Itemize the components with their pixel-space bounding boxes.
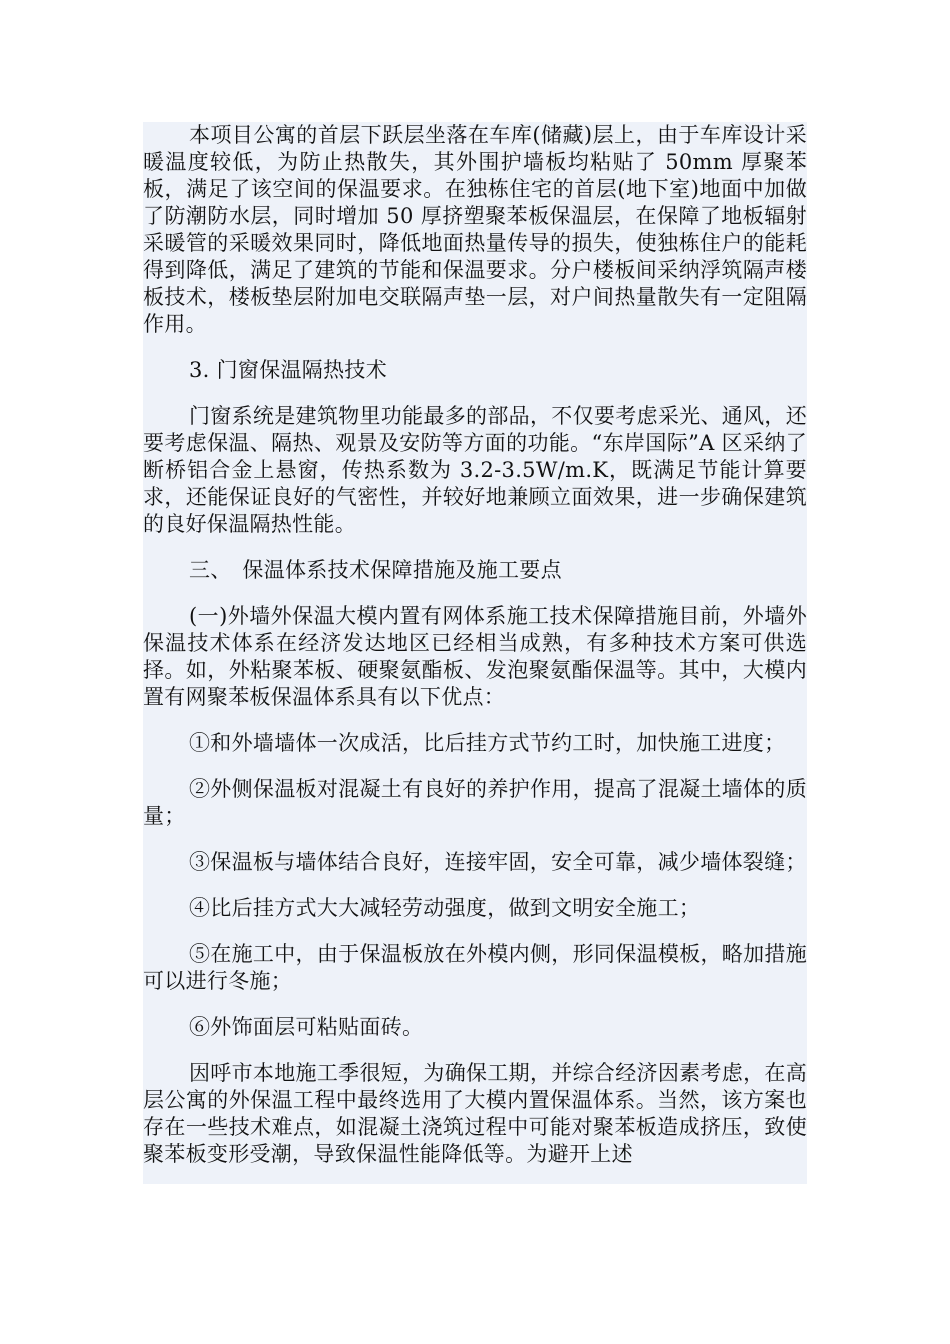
list-item-advantage-2: ②外侧保温板对混凝土有良好的养护作用，提高了混凝土墙体的质量； <box>143 777 807 828</box>
section-heading-insulation-measures: 三、 保温体系技术保障措施及施工要点 <box>189 558 562 582</box>
paragraph-underfloor-insulation: 本项目公寓的首层下跃层坐落在车库(储藏)层上，由于车库设计采暖温度较低，为防止热散失，其外围护墙板均粘贴了 50mm 厚聚苯板，满足了该空间的保温要求。在独栋住宅的首层(地下室)地面中加做了防潮防水层，同时增加 50 厚挤塑聚苯板保温层，在保障了地板辐射采暖管的采暖效果同时，降低地面热量传导的损失，使独栋住户的能耗得到降低，满足了建筑的节能和保温要求。分户楼板间采纳浮筑隔声楼板技术，楼板垫层附加电交联隔声垫一层，对户间热量散失有一定阻隔作用。 <box>143 123 807 336</box>
paragraph-external-wall-system: (一)外墙外保温大模内置有网体系施工技术保障措施目前，外墙外保温技术体系在经济发达地区已经相当成熟，有多种技术方案可供选择。如，外粘聚苯板、硬聚氨酯板、发泡聚氨酯保温等。其中，大模内置有网聚苯板保温体系具有以下优点： <box>143 604 807 709</box>
list-item-advantage-6: ⑥外饰面层可粘贴面砖。 <box>189 1015 424 1039</box>
paragraph-construction-choice: 因呼市本地施工季很短，为确保工期，并综合经济因素考虑，在高层公寓的外保温工程中最终选用了大模内置保温体系。当然，该方案也存在一些技术难点，如混凝土浇筑过程中可能对聚苯板造成挤压，致使聚苯板变形受潮，导致保温性能降低等。为避开上述 <box>143 1061 807 1166</box>
list-item-advantage-4: ④比后挂方式大大减轻劳动强度，做到文明安全施工； <box>189 896 701 920</box>
document-body <box>143 122 807 1184</box>
list-item-advantage-5: ⑤在施工中，由于保温板放在外模内侧，形同保温模板，略加措施可以进行冬施； <box>143 942 807 993</box>
paragraph-window-system: 门窗系统是建筑物里功能最多的部品，不仅要考虑采光、通风，还要考虑保温、隔热、观景及安防等方面的功能。“东岸国际”A 区采纳了断桥铝合金上悬窗，传热系数为 3.2-3.5W/m.K，既满足节能计算要求，还能保证良好的气密性，并较好地兼顾立面效果，进一步确保建筑的良好保温隔热性能。 <box>143 404 807 536</box>
list-item-advantage-3: ③保温板与墙体结合良好，连接牢固，安全可靠，减少墙体裂缝； <box>189 850 807 874</box>
section-heading-window-insulation: 3. 门窗保温隔热技术 <box>189 358 388 382</box>
list-item-advantage-1: ①和外墙墙体一次成活，比后挂方式节约工时，加快施工进度； <box>189 731 786 755</box>
